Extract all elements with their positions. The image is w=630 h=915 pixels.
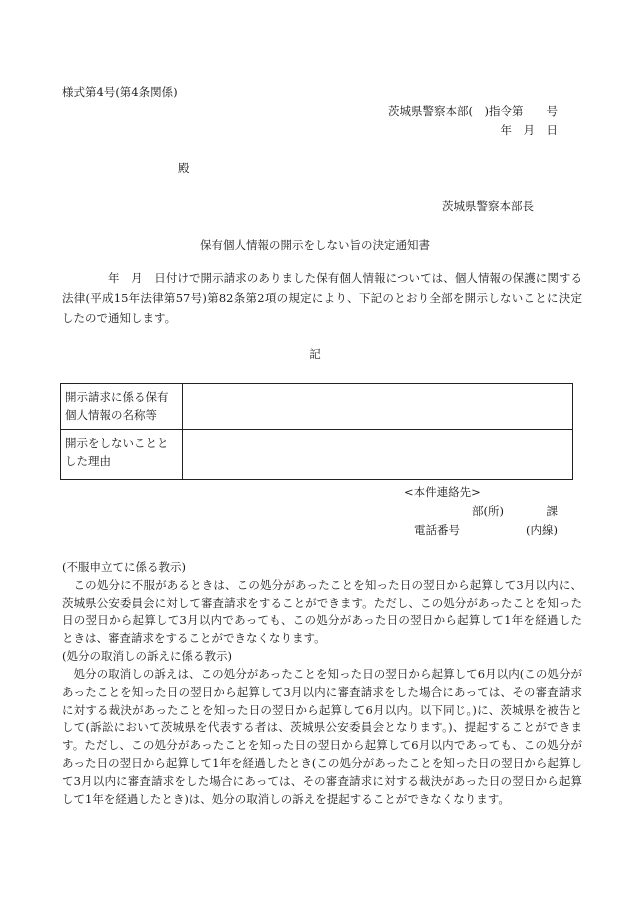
table-row [61, 384, 573, 430]
contact-title: <本件連絡先> [404, 485, 481, 499]
notice-number: 茨城県警察本部( )指令第 号 [388, 104, 558, 118]
table-row [61, 429, 573, 479]
info-name-value [183, 384, 573, 430]
info-name-label: 開示請求に係る保有個人情報の名称等 [61, 384, 183, 430]
lawsuit-paragraph: 処分の取消しの訴えは、この処分があったことを知った日の翌日から起算して6月以内(この処分があったことを知った日の翌日から起算して3月以内に審査請求をした場合にあっては、その審査請求に対する裁決があったことを知った日の翌日から起算して6月以内。以下同じ。)に、茨城県を被告として(訴訟において茨城県を代表する者は、茨城県公安委員会となります。)、提起することができます。ただし、この処分があったことを知った日の翌日から起算して6月以内であっても、この処分があった日の翌日から起算して1年を経過したとき(この処分があったことを知った日の翌日から起算して3月以内に審査請求をした場合にあっては、その審査請求に対する裁決があった日の翌日から起算して1年を経過したとき)は、処分の取消しの訴えを提起することができなくなります。 [62, 666, 582, 806]
notice-body-text: 年 月 日付けで開示請求のありました保有個人情報については、個人情報の保護に関する法律(平成15年法律第57号)第82条第2項の規定により、下記のとおり全部を開示しないことに決定したので通知します。 [62, 271, 582, 325]
info-table [60, 383, 573, 480]
ki-label: 記 [309, 347, 321, 361]
appeal-section [62, 559, 582, 808]
sender: 茨城県警察本部長 [442, 199, 534, 213]
contact-extension: (内線) [526, 523, 558, 537]
contact-dept: 部(所) [472, 504, 504, 518]
reason-label: 開示をしないこととした理由 [61, 429, 183, 479]
document-title: 保有個人情報の開示をしない旨の決定通知書 [200, 238, 430, 252]
recipient-suffix: 殿 [178, 161, 190, 175]
appeal-paragraph: この処分に不服があるときは、この処分があったことを知った日の翌日から起算して3月以内に、茨城県公安委員会に対して審査請求をすることができます。ただし、この処分があったことを知った日の翌日から起算して3月以内であっても、この処分があった日の翌日から起算して1年を経過したときは、審査請求をすることができなくなります。 [62, 577, 582, 646]
form-label: 様式第4号(第4条関係) [62, 85, 178, 99]
contact-section: 課 [546, 504, 558, 518]
notice-body [62, 269, 582, 328]
appeal-heading: (不服申立てに係る教示) [62, 560, 186, 574]
notice-date: 年 月 日 [500, 123, 558, 137]
reason-value [183, 429, 573, 479]
contact-phone: 電話番号 [414, 523, 460, 537]
lawsuit-heading: (処分の取消しの訴えに係る教示) [62, 649, 232, 664]
